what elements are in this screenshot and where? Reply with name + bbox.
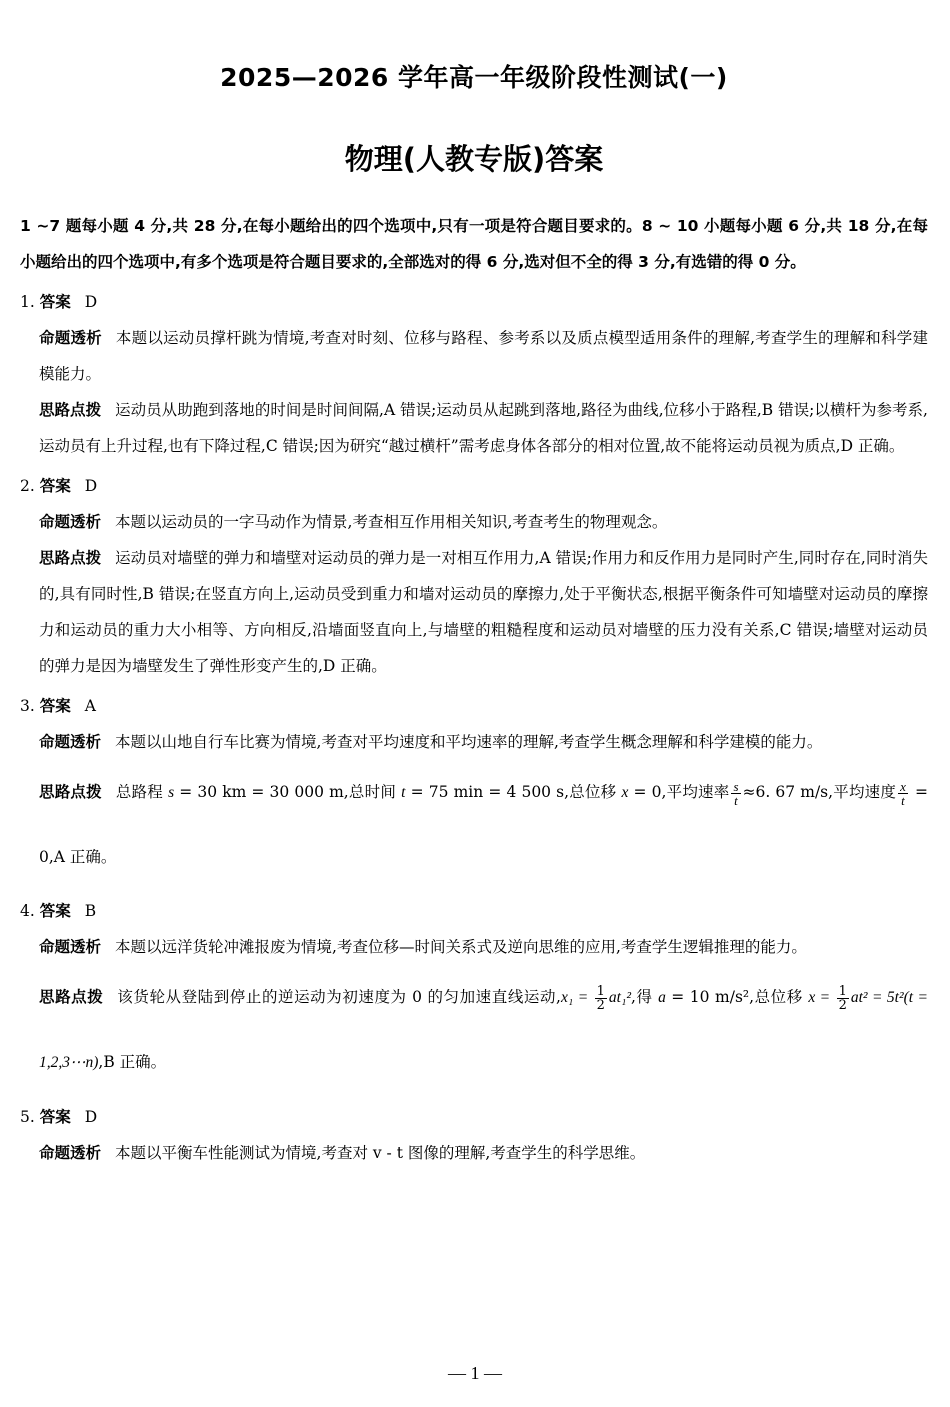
- answer-line: [20, 688, 928, 724]
- page-subtitle: 物理(人教专版)答案: [344, 142, 604, 176]
- equation-lhs: x =: [808, 989, 835, 1006]
- analysis-text: 本题以远洋货轮冲滩报废为情境,考查位移—时间关系式及逆向思维的应用,考查学生逻辑推理的能力。: [115, 938, 807, 956]
- equation-rhs: at² = 5t²(t = 1,2,3⋯n): [39, 989, 928, 1071]
- hint-label: 思路点拨: [39, 549, 102, 567]
- fraction-denominator: 2: [596, 997, 605, 1013]
- fraction-x-over-t: [898, 780, 908, 807]
- answer-letter: D: [84, 477, 98, 495]
- analysis-label: 命题透析: [39, 938, 102, 956]
- hint-text: 运动员对墙壁的弹力和墙壁对运动员的弹力是一对相互作用力,A 错误;作用力和反作用力是同时产生,同时存在,同时消失的,具有同时性,B 错误;在竖直方向上,运动员受到重力和墙对运动员的摩擦力,处于平衡状态,根据平衡条件可知墙壁对运动员的摩擦力和运动员的重力大小相等、方向相反,沿墙面竖直向上,与墙壁的粗糙程度和运动员对墙壁的压力没有关系,C 错误;墙壁对运动员的弹力是因为墙壁发生了弹性形变产生的,D 正确。: [39, 549, 928, 675]
- answer-line: [20, 284, 928, 320]
- analysis-text: 本题以平衡车性能测试为情境,考查对 v - t 图像的理解,考查学生的科学思维。: [115, 1144, 646, 1162]
- answer-line: [20, 893, 928, 929]
- answer-label: 答案: [39, 902, 71, 920]
- analysis-paragraph: [20, 504, 928, 540]
- answer-label: 答案: [39, 697, 71, 715]
- fraction-numerator: 1: [838, 983, 847, 999]
- hint-text: = 10 m/s²,总位移: [665, 988, 809, 1006]
- hint-text: = 0,A 正确。: [39, 783, 928, 866]
- page-number: — 1 —: [448, 1363, 502, 1383]
- question-4: [20, 893, 928, 1095]
- question-number: 2.: [20, 477, 35, 495]
- hint-text: 该货轮从登陆到停止的逆运动为初速度为 0 的匀加速直线运动,: [117, 988, 561, 1006]
- answer-line: [20, 1099, 928, 1135]
- answer-letter: B: [84, 902, 97, 920]
- fraction-numerator: 1: [596, 983, 605, 999]
- question-number: 5.: [20, 1108, 35, 1126]
- fraction-one-half: [595, 985, 607, 1012]
- question-number: 3.: [20, 697, 35, 715]
- math-var: x: [621, 784, 629, 801]
- answer-letter: A: [84, 697, 96, 715]
- answer-label: 答案: [39, 293, 71, 311]
- math-var: a: [658, 989, 666, 1006]
- answer-label: 答案: [39, 477, 71, 495]
- question-1: [20, 284, 928, 464]
- analysis-label: 命题透析: [39, 733, 102, 751]
- hint-text: = 30 km = 30 000 m,总时间: [174, 783, 402, 801]
- answer-letter: D: [84, 1108, 98, 1126]
- analysis-paragraph: [20, 724, 928, 760]
- hint-text: ,B 正确。: [98, 1053, 167, 1071]
- hint-text: ≈6. 67 m/s,平均速度: [742, 783, 897, 801]
- page-title: 2025—2026 学年高一年级阶段性测试(一): [220, 63, 728, 92]
- hint-text: 运动员从助跑到落地的时间是时间间隔,A 错误;运动员从起跳到落地,路径为曲线,位移小于路程,B 错误;以横杆为参考系,运动员有上升过程,也有下降过程,C 错误;因为研究“越过横杆”需考虑身体各部分的相对位置,故不能将运动员视为质点,D 正确。: [39, 401, 928, 455]
- hint-text: ,得: [630, 988, 659, 1006]
- question-5: [20, 1099, 928, 1171]
- hint-paragraph: [20, 760, 928, 889]
- analysis-label: 命题透析: [39, 1144, 102, 1162]
- hint-label: 思路点拨: [39, 988, 104, 1006]
- analysis-text: 本题以运动员撑杆跳为情境,考查对时刻、位移与路程、参考系以及质点模型适用条件的理解,考查学生的理解和科学建模能力。: [39, 329, 928, 383]
- equation-lhs: x₁ =: [560, 989, 593, 1006]
- equation-rhs: at₁²: [608, 989, 631, 1006]
- question-3: [20, 688, 928, 889]
- math-var: t: [401, 784, 406, 801]
- analysis-text: 本题以山地自行车比赛为情境,考查对平均速度和平均速率的理解,考查学生概念理解和科学建模的能力。: [115, 733, 823, 751]
- fraction-denominator: 2: [838, 997, 847, 1013]
- analysis-label: 命题透析: [39, 329, 102, 347]
- hint-label: 思路点拨: [39, 783, 102, 801]
- question-number: 1.: [20, 293, 35, 311]
- analysis-text: 本题以运动员的一字马动作为情景,考查相互作用相关知识,考查考生的物理观念。: [115, 513, 668, 531]
- fraction-denominator: t: [734, 792, 738, 808]
- fraction-denominator: t: [901, 792, 905, 808]
- hint-text: 总路程: [115, 783, 169, 801]
- analysis-paragraph: [20, 929, 928, 965]
- answer-letter: D: [84, 293, 98, 311]
- scoring-instructions: 1 ~7 题每小题 4 分,共 28 分,在每小题给出的四个选项中,只有一项是符合题目要求的。8 ~ 10 小题每小题 6 分,共 18 分,在每小题给出的四个选项中,有多个选项是符合题目要求的,全部选对的得 6 分,选对但不全的得 3 分,有选错的得 0 分。: [20, 217, 928, 271]
- hint-label: 思路点拨: [39, 401, 102, 419]
- hint-text: = 75 min = 4 500 s,总位移: [405, 783, 622, 801]
- math-var: s: [168, 784, 175, 801]
- fraction-one-half: [837, 985, 849, 1012]
- hint-paragraph: [20, 392, 928, 464]
- hint-paragraph: [20, 540, 928, 684]
- fraction-numerator: s: [733, 778, 739, 794]
- answer-line: [20, 468, 928, 504]
- fraction-s-over-t: [731, 780, 740, 807]
- answer-label: 答案: [39, 1108, 71, 1126]
- hint-paragraph: [20, 965, 928, 1095]
- question-2: [20, 468, 928, 684]
- analysis-paragraph: [20, 320, 928, 392]
- question-number: 4.: [20, 902, 35, 920]
- hint-text: = 0,平均速率: [628, 783, 730, 801]
- analysis-paragraph: [20, 1135, 928, 1171]
- fraction-numerator: x: [900, 778, 906, 794]
- analysis-label: 命题透析: [39, 513, 102, 531]
